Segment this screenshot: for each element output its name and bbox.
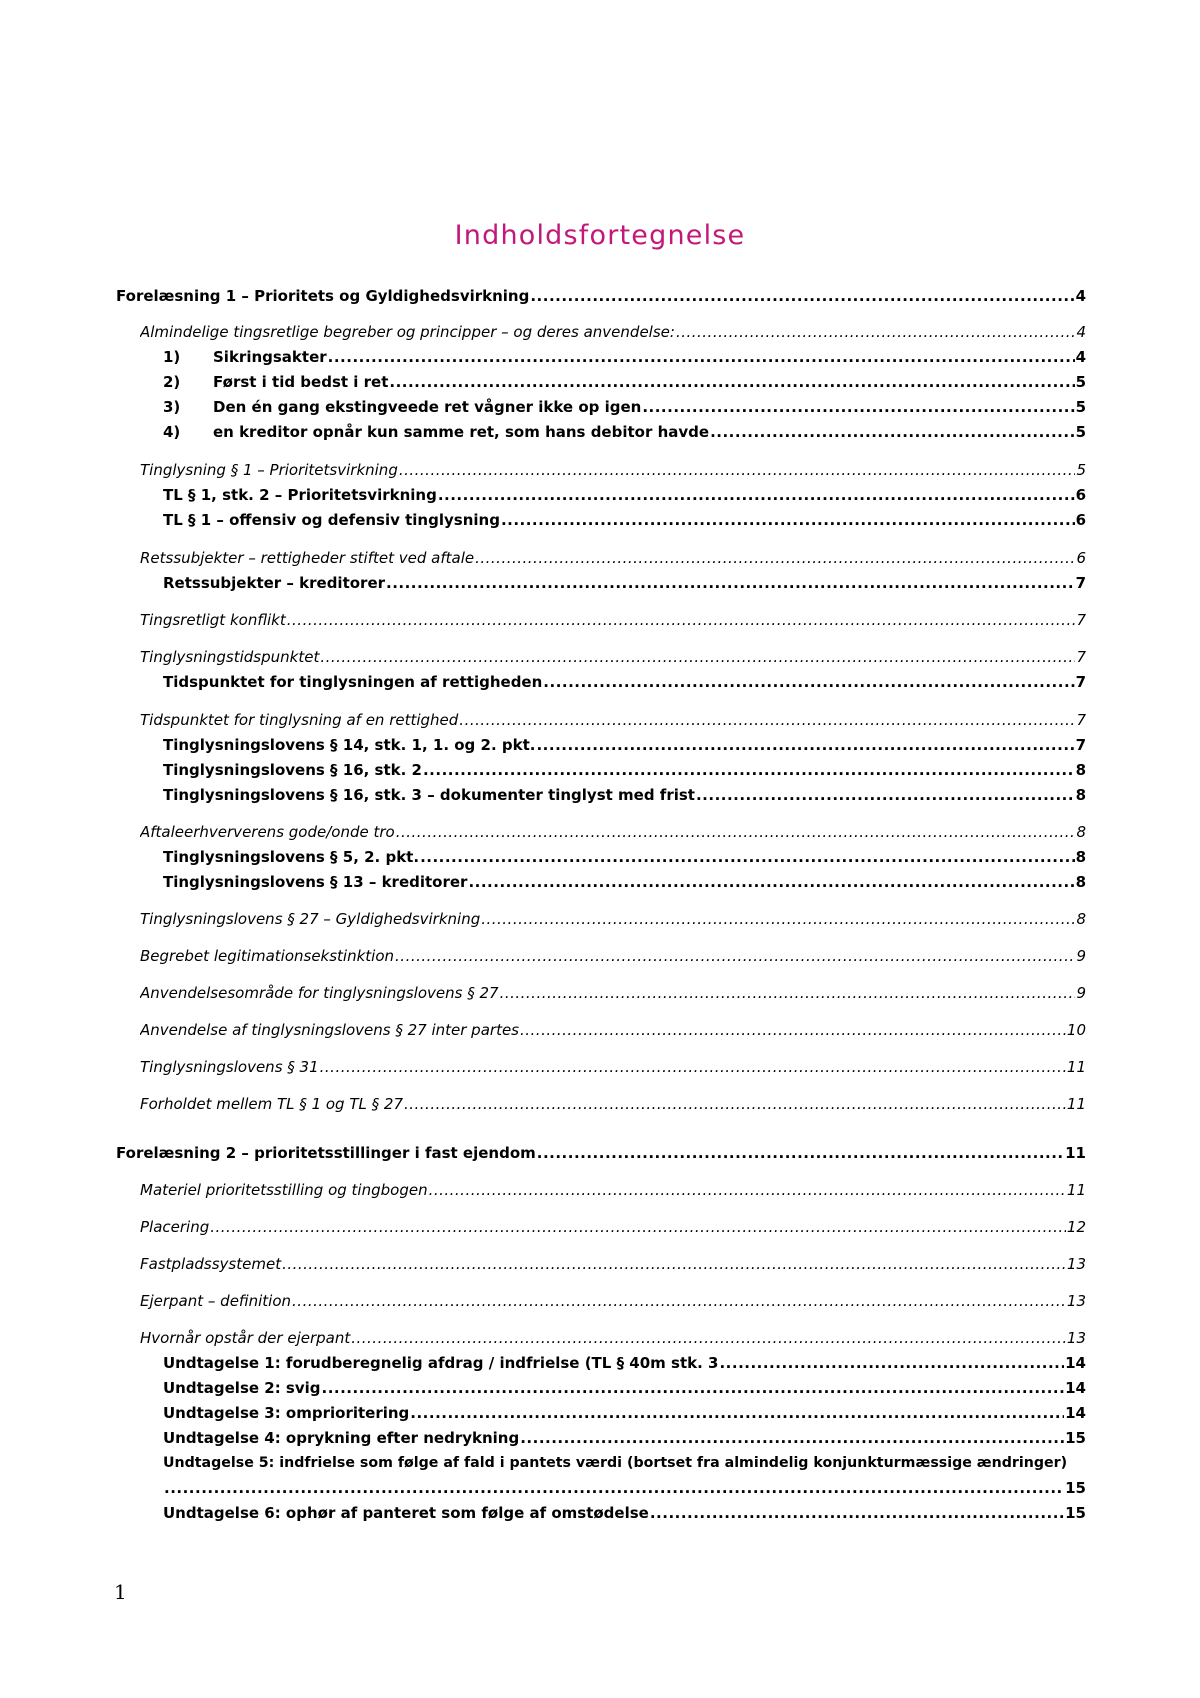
- toc-entry[interactable]: Tinglysning § 1 – Prioritetsvirkning ..... 5: [140, 460, 1086, 480]
- toc-entry[interactable]: Forholdet mellem TL § 1 og TL § 27 ..... 11: [140, 1094, 1086, 1114]
- toc-entry[interactable]: 2) Først i tid bedst i ret ..... 5: [163, 372, 1086, 392]
- toc-entry[interactable]: Undtagelse 3: omprioritering ..... 14: [163, 1403, 1086, 1423]
- toc-entry[interactable]: TL § 1, stk. 2 – Prioritetsvirkning ..... 6: [163, 485, 1086, 505]
- toc-entry[interactable]: Materiel prioritetsstilling og tingbogen ..... 11: [140, 1180, 1086, 1200]
- toc-entry[interactable]: Ejerpant – definition ..... 13: [140, 1291, 1086, 1311]
- toc-entry[interactable]: Tinglysningslovens § 14, stk. 1, 1. og 2. pkt. ..... 7: [163, 735, 1086, 755]
- toc-entry-number: 2): [163, 373, 181, 391]
- toc-entry[interactable]: Tinglysningslovens § 16, stk. 3 – dokumenter tinglyst med frist ..... 8: [163, 785, 1086, 805]
- toc-entry[interactable]: Aftaleerhververens gode/onde tro ..... 8: [140, 822, 1086, 842]
- toc-entry[interactable]: Retssubjekter – rettigheder stiftet ved aftale ..... 6: [140, 548, 1086, 568]
- toc-entry[interactable]: Placering ..... 12: [140, 1217, 1086, 1237]
- toc-entry[interactable]: Tinglysningstidspunktet ..... 7: [140, 647, 1086, 667]
- toc-entry[interactable]: Retssubjekter – kreditorer ..... 7: [163, 573, 1086, 593]
- toc-entry[interactable]: Undtagelse 2: svig ..... 14: [163, 1378, 1086, 1398]
- toc-entry[interactable]: Tinglysningslovens § 13 – kreditorer ..... 8: [163, 872, 1086, 892]
- toc-entry-text[interactable]: Undtagelse 5: indfrielse som følge af fald i pantets værdi (bortset fra almindelig konjunkturmæssige ændringer): [163, 1455, 1068, 1471]
- toc-entry[interactable]: Tinglysningslovens § 16, stk. 2 ..... 8: [163, 760, 1086, 780]
- toc-entry[interactable]: Anvendelse af tinglysningslovens § 27 inter partes ..... 10: [140, 1020, 1086, 1040]
- toc-entry[interactable]: Anvendelsesområde for tinglysningslovens § 27 ..... 9: [140, 983, 1086, 1003]
- toc-entry[interactable]: 3) Den én gang ekstingveede ret vågner ikke op igen ..... 5: [163, 397, 1086, 417]
- toc-entry[interactable]: TL § 1 – offensiv og defensiv tinglysning ..... 6: [163, 510, 1086, 530]
- toc-entry-number: 1): [163, 348, 181, 366]
- toc-title: Indholdsfortegnelse: [454, 220, 746, 251]
- toc-entry[interactable]: 1) Sikringsakter ..... 4: [163, 347, 1086, 367]
- toc-entry[interactable]: Tidspunktet for tinglysning af en rettighed ..... 7: [140, 710, 1086, 730]
- toc-entry[interactable]: Tinglysningslovens § 31 ..... 11: [140, 1057, 1086, 1077]
- toc-entry[interactable]: Forelæsning 2 – prioritetsstillinger i fast ejendom ..... 11: [116, 1143, 1086, 1163]
- toc-entry[interactable]: ..... 15: [163, 1478, 1086, 1498]
- toc-entry[interactable]: Forelæsning 1 – Prioritets og Gyldighedsvirkning ..... 4: [116, 286, 1086, 306]
- toc-entry-number: 4): [163, 423, 181, 441]
- toc-entry[interactable]: Tinglysningslovens § 5, 2. pkt. ..... 8: [163, 847, 1086, 867]
- toc-entry[interactable]: Undtagelse 6: ophør af panteret som følge af omstødelse ..... 15: [163, 1503, 1086, 1523]
- page-number: 1: [114, 1580, 127, 1604]
- toc-entry[interactable]: Tinglysningslovens § 27 – Gyldighedsvirkning ..... 8: [140, 909, 1086, 929]
- toc-entry[interactable]: Fastpladssystemet ..... 13: [140, 1254, 1086, 1274]
- toc-entry[interactable]: Begrebet legitimationsekstinktion ..... 9: [140, 946, 1086, 966]
- toc-entry-number: 3): [163, 398, 181, 416]
- toc-entry[interactable]: Undtagelse 4: oprykning efter nedrykning ..... 15: [163, 1428, 1086, 1448]
- toc-entry[interactable]: Hvornår opstår der ejerpant ..... 13: [140, 1328, 1086, 1348]
- toc-entry[interactable]: Tidspunktet for tinglysningen af rettigheden ..... 7: [163, 672, 1086, 692]
- toc-entry[interactable]: Undtagelse 1: forudberegnelig afdrag / indfrielse (TL § 40m stk. 3 ..... 14: [163, 1353, 1086, 1373]
- toc-entry[interactable]: 4) en kreditor opnår kun samme ret, som hans debitor havde ..... 5: [163, 422, 1086, 442]
- toc-entry[interactable]: Almindelige tingsretlige begreber og principper – og deres anvendelse: ..... 4: [140, 322, 1086, 342]
- toc-entry[interactable]: Tingsretligt konflikt ..... 7: [140, 610, 1086, 630]
